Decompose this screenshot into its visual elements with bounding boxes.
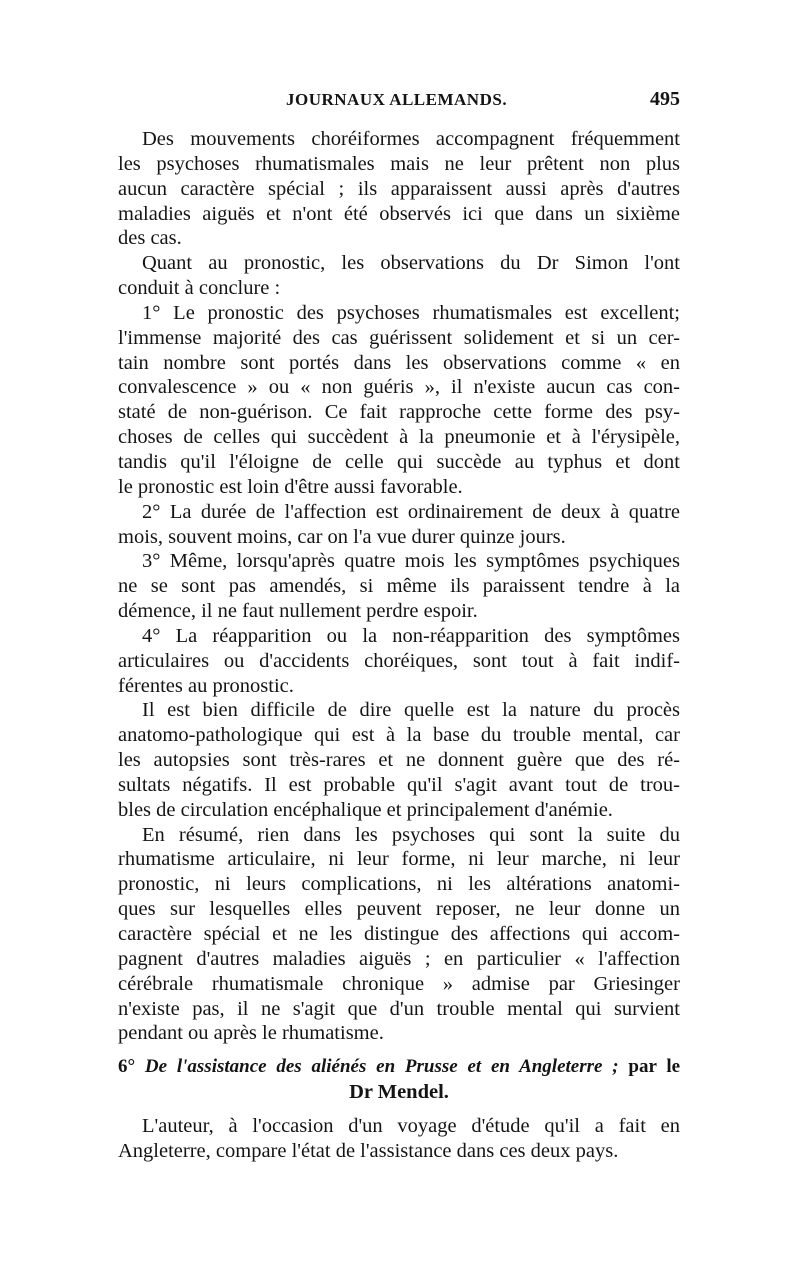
text-line: convalescence » ou « non guéris », il n'existe aucun cas con- (118, 376, 680, 399)
paragraph-resume (118, 823, 680, 1047)
section-heading-line (118, 1055, 680, 1080)
text-line: ne se sont pas amendés, si même ils paraissent tendre à la (118, 575, 680, 598)
paragraph-point-3 (118, 549, 680, 624)
section-title: De l'assistance des aliénés en Prusse et en Angleterre ; (144, 1056, 619, 1078)
page-number: 495 (650, 88, 680, 110)
text-line: pronostic, ni leurs complications, ni les altérations anatomi- (118, 873, 680, 896)
text-line: Des mouvements choréiformes accompagnent fréquemment (142, 128, 680, 150)
text-line: sultats négatifs. Il est probable qu'il s'agit avant tout de trou- (118, 773, 680, 796)
body-text (118, 127, 680, 1164)
text-line: 2° La durée de l'affection est ordinairement de deux à quatre (142, 500, 680, 523)
text-line: pagnent d'autres maladies aiguës ; en particulier « l'affection (118, 947, 680, 970)
section-author: Dr Mendel. (349, 1081, 449, 1104)
text-line: conduit à conclure : (118, 277, 281, 300)
text-line: pendant ou après le rhumatisme. (118, 1022, 384, 1045)
text-line: les autopsies sont très-rares et ne donnent guère que des ré- (118, 749, 680, 772)
spacer (118, 1046, 680, 1055)
text-line: férentes au pronostic. (118, 674, 294, 697)
running-title: JOURNAUX ALLEMANDS. (286, 90, 508, 109)
text-line: démence, il ne faut nullement perdre espoir. (118, 600, 478, 623)
paragraph-closing (118, 1114, 680, 1164)
text-line: l'immense majorité des cas guérissent solidement et si un cer- (118, 326, 680, 349)
text-line: Quant au pronostic, les observations du Dr Simon l'ont (142, 252, 680, 275)
text-line: rhumatisme articulaire, ni leur forme, ni leur marche, ni leur (118, 848, 680, 871)
paragraph-pronostic-intro (118, 251, 680, 301)
text-line: maladies aiguës et n'ont été observés ici que dans un sixième (118, 202, 680, 225)
text-line: le pronostic est loin d'être aussi favorable. (118, 475, 463, 498)
text-line: 1° Le pronostic des psychoses rhumatismales est excellent; (142, 301, 680, 324)
paragraph-point-2 (118, 500, 680, 550)
text-line: n'existe pas, il ne s'agit que d'un trouble mental qui survient (118, 997, 680, 1020)
text-line: choses de celles qui succèdent à la pneumonie et à l'érysipèle, (118, 426, 680, 449)
text-line: mois, souvent moins, car on l'a vue durer quinze jours. (118, 525, 566, 548)
paragraph-mouvements-choreiformes (118, 127, 680, 251)
text-line: staté de non-guérison. Ce fait rapproche cette forme des psy- (118, 401, 680, 424)
paragraph-point-4 (118, 624, 680, 699)
spacer (118, 1105, 680, 1114)
text-line: caractère spécial et ne les distingue des affections qui accom- (118, 923, 680, 945)
section-number: 6° (118, 1056, 136, 1078)
text-line: anatomo-pathologique qui est à la base du trouble mental, car (118, 724, 680, 747)
text-line: tain nombre sont portés dans les observations comme « en (118, 351, 680, 374)
text-line: Il est bien difficile de dire quelle est la nature du procès (142, 699, 680, 722)
text-line: En résumé, rien dans les psychoses qui sont la suite du (142, 823, 680, 846)
text-line: ques sur lesquelles elles peuvent reposer, ne leur donne un (118, 898, 680, 921)
text-line: L'auteur, à l'occasion d'un voyage d'étude qu'il a fait en (142, 1114, 680, 1137)
text-line: les psychoses rhumatismales mais ne leur prêtent non plus (118, 152, 680, 175)
text-line: Angleterre, compare l'état de l'assistance dans ces deux pays. (118, 1139, 619, 1162)
paragraph-point-1 (118, 301, 680, 500)
paragraph-anatomo-pathologique (118, 698, 680, 822)
text-line: bles de circulation encéphalique et principalement d'anémie. (118, 798, 613, 821)
text-line: articulaires ou d'accidents choréiques, sont tout à fait indif- (118, 649, 680, 672)
page-header (118, 88, 682, 118)
section-by: par le (628, 1056, 681, 1078)
section-heading (118, 1055, 680, 1105)
text-line: 4° La réapparition ou la non-réapparition des symptômes (142, 624, 680, 647)
text-line: aucun caractère spécial ; ils apparaissent aussi après d'autres (118, 177, 680, 200)
text-line: 3° Même, lorsqu'après quatre mois les symptômes psychiques (142, 550, 680, 573)
text-line: cérébrale rhumatismale chronique » admise par Griesinger (118, 972, 680, 995)
text-line: des cas. (118, 227, 182, 250)
text-line: tandis qu'il l'éloigne de celle qui succède au typhus et dont (118, 450, 680, 473)
